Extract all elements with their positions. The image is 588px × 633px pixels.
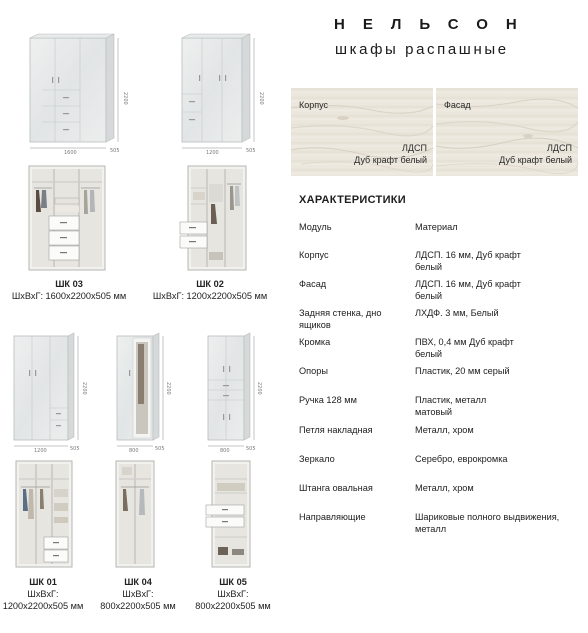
spec-key: Задняя стенка, дно ящиков [299, 308, 382, 330]
spec-value: Металл, хром [415, 425, 474, 435]
spec-key: Штанга овальная [299, 483, 373, 493]
dim-height-shk03: 2200 [122, 92, 128, 105]
product-caption-shk05 [192, 576, 274, 612]
spec-value: ЛДСП. 16 мм, Дуб крафт белый [415, 279, 521, 301]
swatch-material-color: Дуб крафт белый [354, 155, 427, 165]
wardrobe-shk01-open-image [14, 459, 74, 571]
wardrobe-shk02-open-image [178, 164, 248, 274]
swatch-label: Фасад [444, 100, 471, 110]
spec-key: Опоры [299, 366, 328, 376]
spec-value: ПВХ, 0,4 мм Дуб крафт белый [415, 337, 514, 359]
product-dims: ШхВхГ: 1200х2200х505 мм [152, 291, 268, 301]
dim-height-shk02: 2200 [258, 92, 264, 105]
dim-height-shk05: 2200 [256, 382, 262, 395]
spec-heading: ХАРАКТЕРИСТИКИ [299, 194, 406, 206]
product-caption-shk01 [2, 576, 84, 612]
product-code: ШК 01 [29, 577, 57, 587]
product-dims: ШхВхГ: 800х2200х505 мм [100, 589, 176, 611]
dim-height-shk01: 2200 [81, 382, 87, 395]
spec-value: Металл, хром [415, 483, 474, 493]
dim-width-shk02: 1200 [206, 150, 219, 156]
spec-key: Петля накладная [299, 425, 373, 435]
swatch-fasad [436, 88, 578, 176]
product-code: ШК 05 [219, 577, 247, 587]
wardrobe-shk03-open-image [27, 164, 107, 274]
swatch-material [499, 142, 572, 166]
wardrobe-shk02-closed-image [168, 30, 273, 155]
dim-depth-shk04: 505 [155, 446, 165, 452]
brand-subtitle: шкафы распашные [335, 41, 509, 58]
product-dims: ШхВхГ: 800х2200х505 мм [195, 589, 271, 611]
spec-value: ЛХДФ. 3 мм, Белый [415, 308, 499, 318]
product-dims: ШхВхГ: 1200х2200х505 мм [2, 589, 84, 611]
swatch-korpus [291, 88, 433, 176]
swatch-material-color: Дуб крафт белый [499, 155, 572, 165]
dim-depth-shk05: 505 [246, 446, 256, 452]
wardrobe-shk04-closed-image [107, 330, 169, 455]
product-code: ШК 02 [196, 279, 224, 289]
spec-value: ЛДСП. 16 мм, Дуб крафт белый [415, 250, 521, 272]
dim-height-shk04: 2200 [165, 382, 171, 395]
product-code: ШК 03 [55, 279, 83, 289]
product-dims: ШхВхГ: 1600х2200х505 мм [11, 291, 127, 301]
product-code: ШК 04 [124, 577, 152, 587]
swatch-material-type: ЛДСП [547, 143, 572, 153]
spec-key: Кромка [299, 337, 331, 347]
product-caption-shk04 [98, 576, 178, 612]
dim-width-shk01: 1200 [34, 448, 47, 454]
dim-depth-shk02: 505 [246, 148, 256, 154]
spec-value: Серебро, еврокромка [415, 454, 508, 464]
swatch-material [354, 142, 427, 166]
spec-value: Пластик, металл матовый [415, 395, 487, 417]
spec-key: Фасад [299, 279, 327, 289]
dim-width-shk04: 800 [129, 448, 139, 454]
wardrobe-shk03-closed-image [16, 30, 131, 155]
swatch-label: Корпус [299, 100, 329, 110]
spec-key: Направляющие [299, 512, 366, 522]
spec-key: Модуль [299, 222, 332, 232]
spec-value: Пластик, 20 мм серый [415, 366, 510, 376]
product-caption-shk03 [4, 278, 134, 302]
wardrobe-shk05-open-image [204, 459, 254, 571]
wardrobe-shk05-closed-image [198, 330, 260, 455]
spec-key: Зеркало [299, 454, 335, 464]
dim-depth-shk01: 505 [70, 446, 80, 452]
wardrobe-shk04-open-image [114, 459, 156, 571]
dim-depth-shk03: 505 [110, 148, 120, 154]
spec-value: Материал [415, 222, 458, 232]
swatch-material-type: ЛДСП [402, 143, 427, 153]
spec-key: Ручка 128 мм [299, 395, 357, 405]
wardrobe-shk01-closed-image [4, 330, 86, 455]
dim-width-shk03: 1600 [64, 150, 77, 156]
spec-value: Шариковые полного выдвижения, металл [415, 512, 560, 534]
spec-key: Корпус [299, 250, 329, 260]
product-caption-shk02 [144, 278, 276, 302]
dim-width-shk05: 800 [220, 448, 230, 454]
brand-title: НЕЛЬСОН [334, 16, 535, 33]
